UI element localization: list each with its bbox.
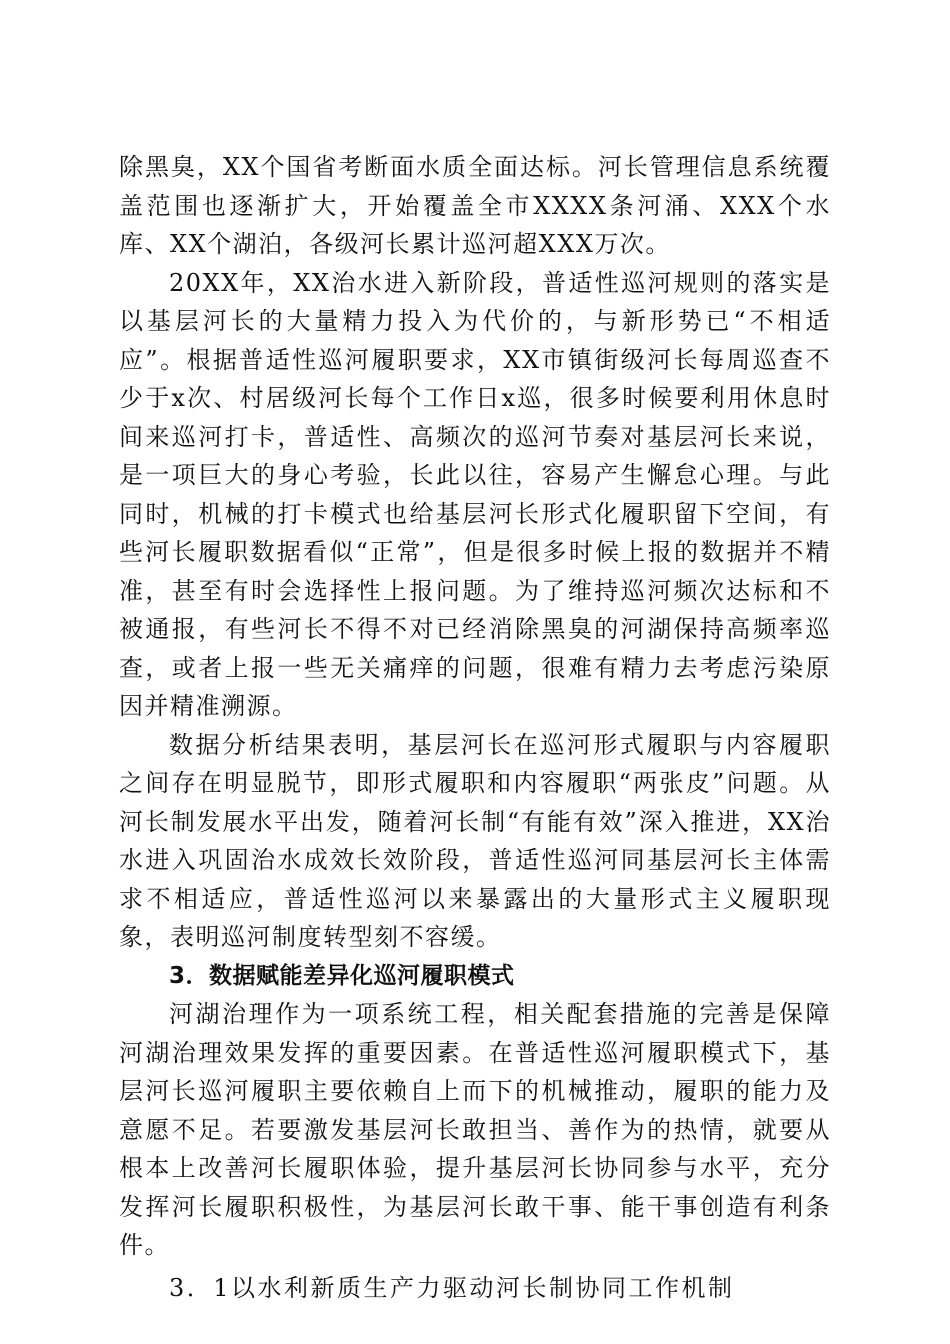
paragraph-continuation: 除黑臭，XX个国省考断面水质全面达标。河长管理信息系统覆盖范围也逐渐扩大，开始覆盖全市XXXX条河涌、XXX个水库、XX个湖泊，各级河长累计巡河超XXX万次。 [119,153,831,258]
paragraph-river-governance: 河湖治理作为一项系统工程，相关配套措施的完善是保障河湖治理效果发挥的重要因素。在普适性巡河履职模式下，基层河长巡河履职主要依赖自上而下的机械推动，履职的能力及意愿不足。若要激发基层河长敢担当、善作为的热情，就要从根本上改善河长履职体验，提升基层河长协同参与水平，充分发挥河长履职积极性，为基层河长敢干事、能干事创造有利条件。 [119,1000,831,1259]
section-heading: 3．数据赋能差异化巡河履职模式 [169,962,515,989]
paragraph-new-stage: 20XX年，XX治水进入新阶段，普适性巡河规则的落实是以基层河长的大量精力投入为代价的，与新形势已“不相适应”。根据普适性巡河履职要求，XX市镇街级河长每周巡查不少于x次、村居级河长每个工作日x巡，很多时候要利用休息时间来巡河打卡，普适性、高频次的巡河节奏对基层河长来说，是一项巨大的身心考验，长此以往，容易产生懈怠心理。与此同时，机械的打卡模式也给基层河长形式化履职留下空间，有些河长履职数据看似“正常”，但是很多时候上报的数据并不精准，甚至有时会选择性上报问题。为了维持巡河频次达标和不被通报，有些河长不得不对已经消除黑臭的河湖保持高频率巡查，或者上报一些无关痛痒的问题，很难有精力去考虑污染原因并精准溯源。 [119,268,831,720]
subsection-heading: 3．1以水利新质生产力驱动河长制协同工作机制 [169,1273,735,1302]
document-body [119,148,831,1307]
paragraph-data-analysis: 数据分析结果表明，基层河长在巡河形式履职与内容履职之间存在明显脱节，即形式履职和内容履职“两张皮”问题。从河长制发展水平出发，随着河长制“有能有效”深入推进，XX治水进入巩固治水成效长效阶段，普适性巡河同基层河长主体需求不相适应，普适性巡河以来暴露出的大量形式主义履职现象，表明巡河制度转型刻不容缓。 [119,730,831,951]
